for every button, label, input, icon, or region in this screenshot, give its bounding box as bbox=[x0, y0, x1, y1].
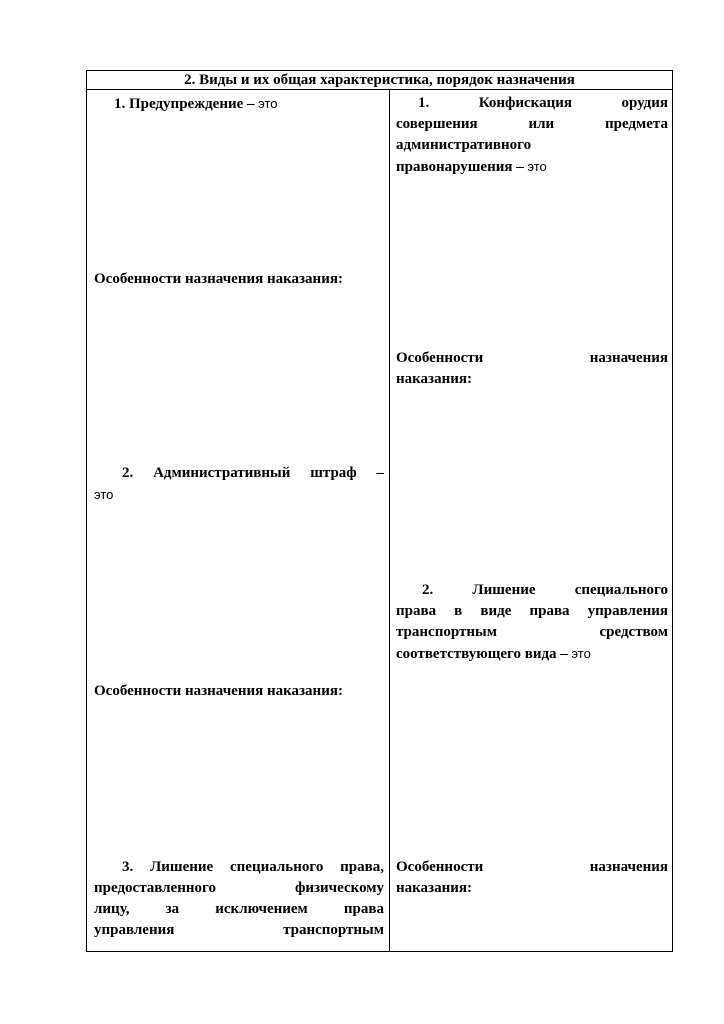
features-line-2: наказания: bbox=[396, 371, 472, 387]
deprivation-line-2: предоставленного физическому bbox=[94, 880, 384, 896]
deprivation-line-3: лицу, за исключением права bbox=[94, 901, 384, 917]
column-divider bbox=[389, 90, 390, 952]
features-line-2: наказания: bbox=[396, 880, 472, 896]
features-line-1: Особенности назначения bbox=[396, 350, 668, 366]
confiscation-line-3: административного bbox=[396, 137, 532, 153]
driving-line-2: права в виде права управления bbox=[396, 603, 668, 619]
confiscation-line-4-wrap bbox=[396, 156, 668, 178]
punishment-types-table bbox=[86, 70, 673, 952]
driving-line-1: 2. Лишение специального bbox=[422, 582, 668, 598]
features-line-1: Особенности назначения bbox=[396, 859, 668, 875]
left-column bbox=[94, 91, 384, 951]
left-features-2 bbox=[94, 681, 384, 702]
table-header: 2. Виды и их общая характеристика, порядок назначения bbox=[87, 71, 672, 90]
confiscation-line-4: правонарушения – bbox=[396, 159, 524, 175]
left-item-warning bbox=[94, 93, 384, 115]
confiscation-suffix: это bbox=[523, 159, 547, 174]
left-features-1 bbox=[94, 269, 384, 290]
features-label: Особенности назначения наказания: bbox=[94, 271, 343, 287]
right-item-confiscation bbox=[396, 93, 668, 178]
driving-suffix: это bbox=[567, 646, 591, 661]
left-item-deprivation bbox=[94, 857, 384, 941]
right-column bbox=[396, 91, 668, 951]
features-label: Особенности назначения наказания: bbox=[94, 683, 343, 699]
warning-suffix: это bbox=[254, 96, 278, 111]
driving-line-3: транспортным средством bbox=[396, 624, 668, 640]
left-item-fine bbox=[94, 463, 384, 505]
fine-label: 2. Административный штраф – bbox=[122, 465, 384, 481]
driving-line-4-wrap bbox=[396, 643, 668, 665]
right-features-2 bbox=[396, 857, 668, 899]
fine-suffix: это bbox=[94, 487, 114, 502]
warning-label: 1. Предупреждение – bbox=[114, 96, 255, 112]
confiscation-line-1: 1. Конфискация орудия bbox=[418, 95, 668, 111]
confiscation-line-2: совершения или предмета bbox=[396, 116, 668, 132]
right-item-driving-deprivation bbox=[396, 580, 668, 665]
deprivation-line-4: управления транспортным bbox=[94, 922, 384, 938]
deprivation-line-1: 3. Лишение специального права, bbox=[122, 859, 384, 875]
driving-line-4: соответствующего вида – bbox=[396, 646, 568, 662]
right-features-1 bbox=[396, 348, 668, 390]
